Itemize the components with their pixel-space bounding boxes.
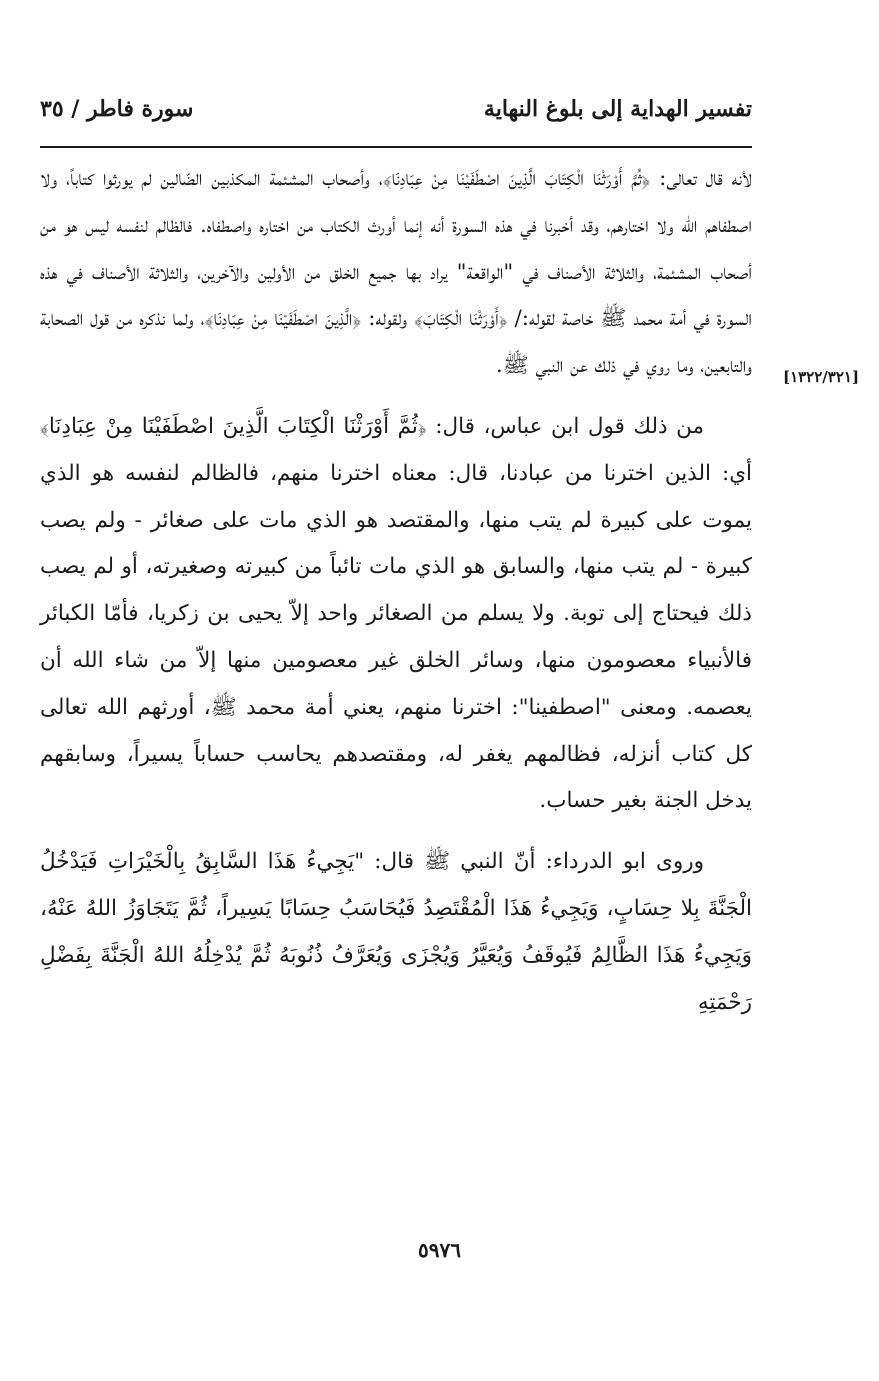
header-divider bbox=[40, 146, 752, 148]
paragraph: من ذلك قول ابن عباس، قال: ﴿ثُمَّ أَوْرَثْنَا الْكِتَابَ الَّذِينَ اصْطَفَيْنَا مِنْ عِبَادِنَا﴾ أي: الذين اخترنا من عبادنا، قال: معناه اخترنا منهم، فالظالم لنفسه هو الذي يموت على كبيرة لم يتب منها، والمقتصد هو الذي مات على صغائر - ولم يصب كبيرة - لم يتب منها، والسابق هو الذي مات تائباً من كبيرته وصغيرته، أو لم يصب ذلك فيحتاج إلى توبة. ولا يسلم من الصغائر واحد إلاّ يحيى بن زكريا، فأمّا الكبائر فالأنبياء معصومون منها، وسائر الخلق غير معصومين منها إلاّ من شاء الله أن يعصمه. ومعنى "اصطفينا": اخترنا منهم، يعني أمة محمد ﷺ، أورثهم الله تعالى كل كتاب أنزله، فظالمهم يغفر له، ومقتصدهم يحاسب حساباً يسيراً، وسابقهم يدخل الجنة بغير حساب. bbox=[40, 413, 752, 814]
running-header bbox=[40, 96, 752, 136]
surah-label: سورة فاطر / ٣٥ bbox=[40, 96, 194, 122]
page-number: ٥٩٧٦ bbox=[418, 1238, 461, 1262]
manuscript-folio-reference: [١٣٢٢/٣٢١] bbox=[782, 368, 860, 386]
book-title: تفسير الهداية إلى بلوغ النهاية bbox=[483, 96, 752, 122]
main-text bbox=[40, 156, 752, 1026]
paragraph: وروى ابو الدرداء: أنّ النبي ﷺ قال: "يَجِيءُ هَذَا السَّابِقُ بِالْخَيْرَاتِ فَيَدْخُلُ الْجَنَّةَ بِلا حِسَابٍ، وَيَجِيءُ هَذَا الْمُقْتَصِدُ فَيُحَاسَبُ حِسَابًا يَسِيراً، ثُمَّ يَتَجَاوَزُ اللهُ عَنْهُ، وَيَجِيءُ هَذَا الظَّالِمُ فَيُوقَفُ وَيُعَيَّرُ وَيُجْزَى وَيُعَرَّفُ ذُنُوبَهُ ثُمَّ يُدْخِلُهُ اللهُ الْجَنَّةَ بِفَضْلِ رَحْمَتِهِ bbox=[40, 849, 752, 1015]
paragraph: لأنه قال تعالى: ﴿ثُمَّ أَوْرَثْنَا الْكِتَابَ الَّذِينَ اصْطَفَيْنَا مِنْ عِبَادِنَا﴾، وأصحاب المشئمة المكذبين الضّالين لم يورثوا كتاباً، ولا اصطفاهم الله ولا اختارهم، وقد أخبرنا في هذه السورة أنه إنما أورث الكتاب من اختاره واصطفاه. فالظالم لنفسه ليس هو من أصحاب المشئمة، والثلاثة الأصناف في "الواقعة" يراد بها جميع الخلق من الأولين والآخرين، والثلاثة الأصناف في هذه السورة في أمة محمد ﷺ خاصة لقوله:/ ﴿أَوْرَثْنَا الْكِتَابَ﴾ ولقوله: ﴿الَّذِينَ اصْطَفَيْنَا مِنْ عِبَادِنَا﴾، ولما نذكره من قول الصحابة والتابعين، وما روي في ذلك عن النبي ﷺ. bbox=[40, 166, 752, 379]
